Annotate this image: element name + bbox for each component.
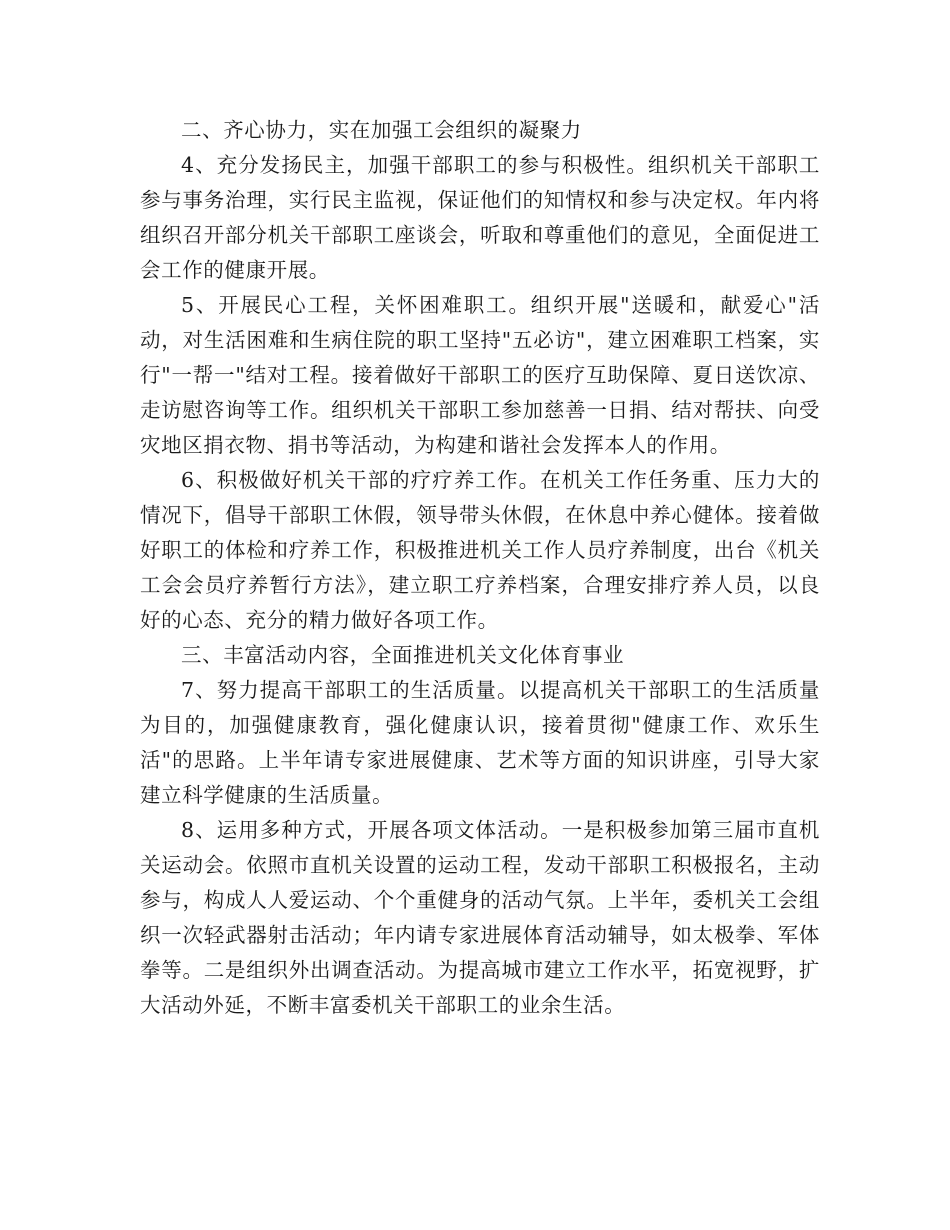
section-heading: 二、齐心协力，实在加强工会组织的凝聚力 (181, 118, 582, 142)
paragraph: 6、积极做好机关干部的疗疗养工作。在机关工作任务重、压力大的情况下，倡导干部职工休假，领导带头休假，在休息中养心健体。接着做好职工的体检和疗养工作，积极推进机关工作人员疗养制度，出台《机关工会会员疗养暂行方法》，建立职工疗养档案，合理安排疗养人员，以良好的心态、充分的精力做好各项工作。 (140, 468, 820, 632)
paragraph: 4、充分发扬民主，加强干部职工的参与积极性。组织机关干部职工参与事务治理，实行民主监视，保证他们的知情权和参与决定权。年内将组织召开部分机关干部职工座谈会，听取和尊重他们的意见，全面促进工会工作的健康开展。 (140, 153, 820, 282)
document-body (140, 113, 820, 1023)
paragraph: 7、努力提高干部职工的生活质量。以提高机关干部职工的生活质量为目的，加强健康教育，强化健康认识，接着贯彻"健康工作、欢乐生活"的思路。上半年请专家进展健康、艺术等方面的知识讲座，引导大家建立科学健康的生活质量。 (140, 678, 820, 807)
paragraph: 5、开展民心工程，关怀困难职工。组织开展"送暖和，献爱心"活动，对生活困难和生病住院的职工坚持"五必访"，建立困难职工档案，实行"一帮一"结对工程。接着做好干部职工的医疗互助保障、夏日送饮凉、走访慰咨询等工作。组织机关干部职工参加慈善一日捐、结对帮扶、向受灾地区捐衣物、捐书等活动，为构建和谐社会发挥本人的作用。 (140, 293, 820, 457)
paragraph: 8、运用多种方式，开展各项文体活动。一是积极参加第三届市直机关运动会。依照市直机关设置的运动工程，发动干部职工积极报名，主动参与，构成人人爱运动、个个重健身的活动气氛。上半年，委机关工会组织一次轻武器射击活动；年内请专家进展体育活动辅导，如太极拳、军体拳等。二是组织外出调查活动。为提高城市建立工作水平，拓宽视野，扩大活动外延，不断丰富委机关干部职工的业余生活。 (140, 818, 820, 1017)
section-heading: 三、丰富活动内容，全面推进机关文化体育事业 (181, 643, 625, 667)
